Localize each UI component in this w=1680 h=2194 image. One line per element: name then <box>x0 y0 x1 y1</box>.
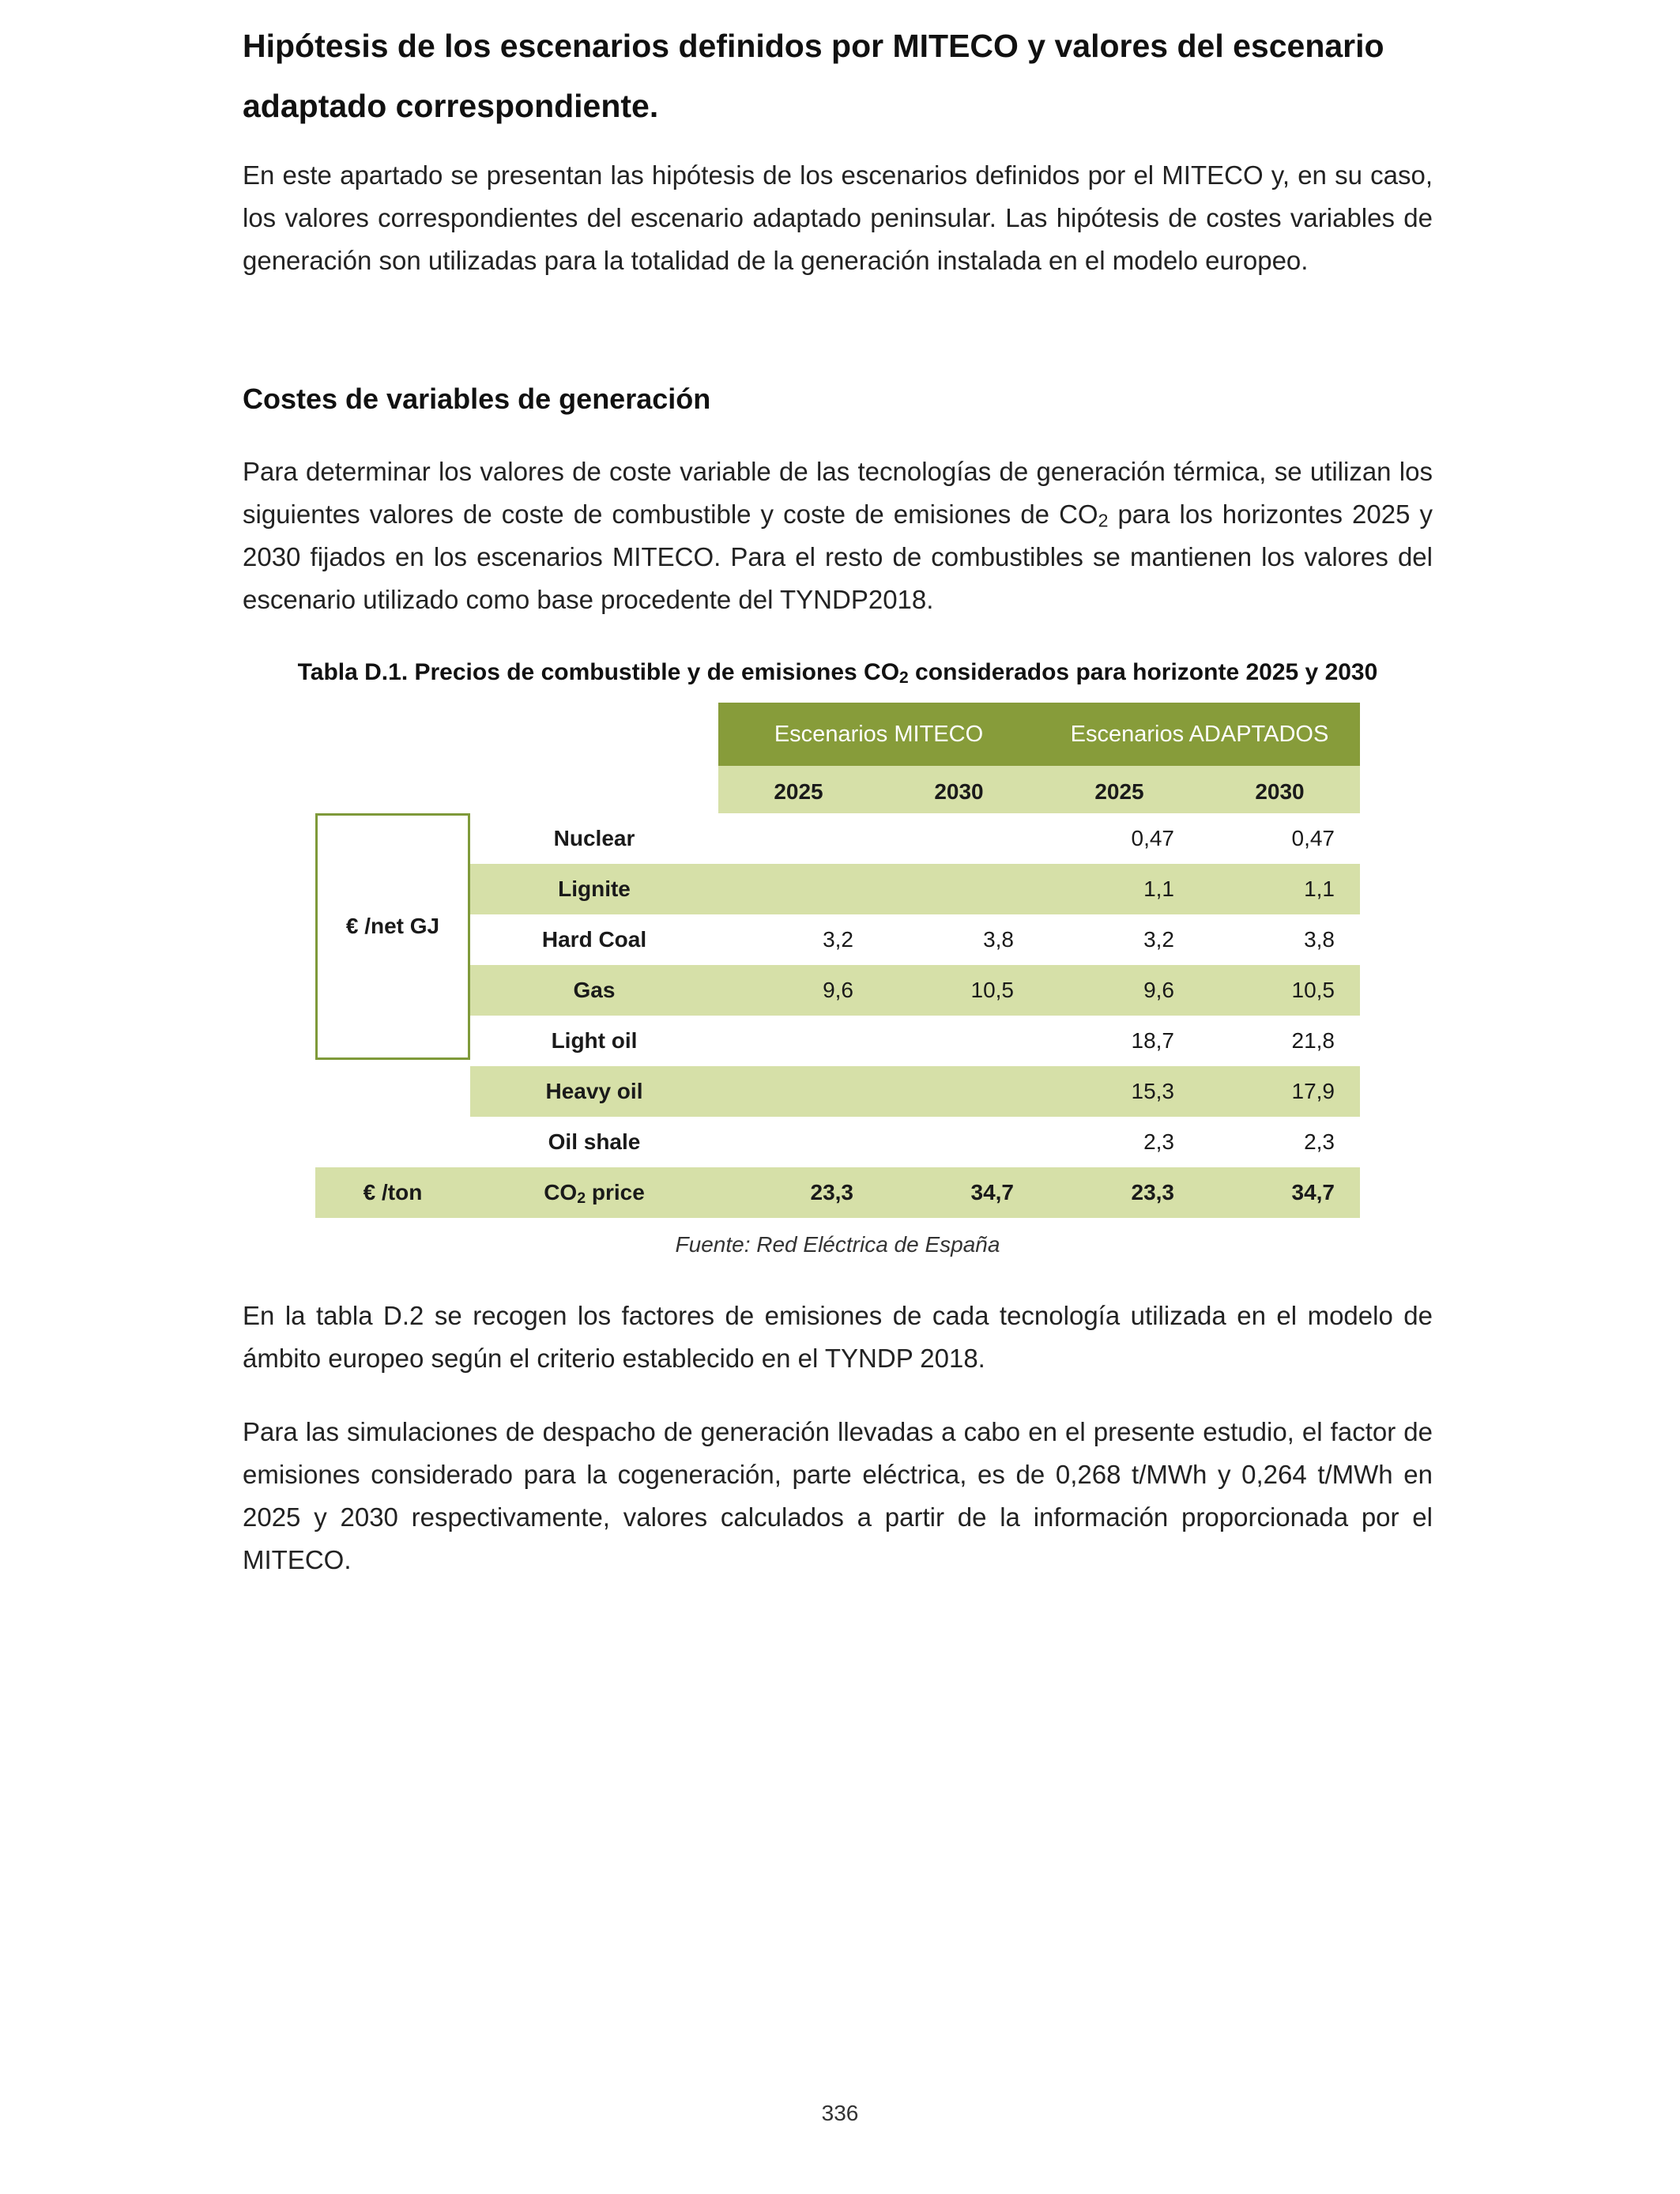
co2-value: 34,7 <box>1291 1180 1335 1204</box>
fuel-name: Heavy oil <box>545 1079 643 1103</box>
value-cell <box>879 1066 1014 1117</box>
value-cell <box>879 864 1014 914</box>
section-paragraph-sub: 2 <box>1098 510 1109 531</box>
value-cell: 1,1 <box>1304 876 1335 901</box>
page-number: 336 <box>821 2101 859 2125</box>
co2-value: 34,7 <box>970 1180 1014 1204</box>
group-header-miteco: Escenarios MITECO <box>774 722 984 747</box>
fuel-name: Hard Coal <box>541 927 647 952</box>
value-cell: 21,8 <box>1291 1028 1335 1053</box>
table-year-header <box>718 766 1360 813</box>
fuel-name: Oil shale <box>548 1129 641 1154</box>
table-caption-part1: Tabla D.1. Precios de combustible y de emisiones CO <box>297 659 900 685</box>
unit-label-fuel: € /net GJ <box>345 914 440 938</box>
value-cell: 10,5 <box>970 978 1014 1002</box>
value-cell <box>879 1016 1014 1066</box>
co2-label-sub: 2 <box>577 1189 586 1207</box>
fuel-name: Nuclear <box>553 826 635 850</box>
table-caption-sub: 2 <box>899 669 909 688</box>
co2-label-main: CO <box>544 1180 578 1204</box>
value-cell: 1,1 <box>1143 876 1174 901</box>
value-cell: 17,9 <box>1291 1079 1335 1103</box>
fuel-name: Light oil <box>551 1028 638 1053</box>
section-heading: Costes de variables de generación <box>243 383 711 415</box>
value-cell <box>879 1117 1014 1167</box>
table-group-header <box>718 703 1360 766</box>
intro-paragraph: En este apartado se presentan las hipótesis de los escenarios definidos por el MITECO y, en su caso, los valores correspondientes del escenario adaptado peninsular. Las hipótesis de costes variables de generación son utilizadas para la totalidad de la generación instalada en el modelo europeo. <box>243 160 1433 275</box>
year-header: 2030 <box>1255 779 1305 804</box>
co2-value: 23,3 <box>1131 1180 1174 1204</box>
value-cell: 15,3 <box>1131 1079 1174 1103</box>
group-header-adaptados: Escenarios ADAPTADOS <box>1070 722 1329 747</box>
section-paragraph <box>243 450 1433 621</box>
year-header: 2025 <box>1094 779 1144 804</box>
value-cell <box>718 1117 853 1167</box>
unit-label-co2: € /ton <box>363 1180 423 1204</box>
co2-value: 23,3 <box>810 1180 853 1204</box>
table-row <box>470 965 1360 1016</box>
fuel-name: Lignite <box>558 876 631 901</box>
page-title: Hipótesis de los escenarios definidos por MITECO y valores del escenario adaptado correspondiente. <box>243 28 1384 124</box>
section-paragraph-part2: para los horizontes 2025 y 2030 fijados en los escenarios MITECO. Para el resto de combustibles se mantienen los valores del escenario utilizado como base procedente del TYNDP2018. <box>243 499 1433 614</box>
table-row <box>470 914 1360 965</box>
value-cell: 3,2 <box>1143 927 1174 952</box>
value-cell <box>718 813 853 864</box>
table-caption <box>243 653 1433 692</box>
value-cell: 3,8 <box>983 927 1014 952</box>
table-row <box>470 813 1360 864</box>
value-cell <box>718 864 853 914</box>
co2-price-label <box>470 1167 718 1218</box>
fuel-name: Gas <box>573 978 616 1002</box>
value-cell: 2,3 <box>1304 1129 1335 1154</box>
value-cell: 3,8 <box>1304 927 1335 952</box>
paragraph-tabla-d2: En la tabla D.2 se recogen los factores de emisiones de cada tecnología utilizada en el modelo de ámbito europeo según el criterio establecido en el TYNDP 2018. <box>243 1301 1433 1373</box>
table-source: Fuente: Red Eléctrica de España <box>675 1232 1000 1257</box>
section-paragraph-part1: Para determinar los valores de coste variable de las tecnologías de generación térmica, se utilizan los siguientes valores de coste de combustible y coste de emisiones de CO <box>243 457 1433 529</box>
year-header: 2025 <box>774 779 823 804</box>
co2-label-rest: price <box>586 1180 645 1204</box>
value-cell: 0,47 <box>1291 826 1335 850</box>
table-row <box>470 1117 1360 1167</box>
table-row <box>470 864 1360 914</box>
value-cell: 2,3 <box>1143 1129 1174 1154</box>
table-row <box>470 1066 1360 1117</box>
value-cell: 10,5 <box>1291 978 1335 1002</box>
paragraph-simulaciones: Para las simulaciones de despacho de generación llevadas a cabo en el presente estudio, el factor de emisiones considerado para la cogeneración, parte eléctrica, es de 0,268 t/MWh y 0,264 t/MWh en 2025 y 2030 respectivamente, valores calculados a partir de la información proporcionada por el MITECO. <box>243 1417 1433 1574</box>
co2-row <box>315 1167 1360 1218</box>
value-cell <box>718 1066 853 1117</box>
value-cell: 18,7 <box>1131 1028 1174 1053</box>
value-cell: 9,6 <box>1143 978 1174 1002</box>
value-cell: 0,47 <box>1131 826 1174 850</box>
year-header: 2030 <box>934 779 984 804</box>
value-cell <box>879 813 1014 864</box>
value-cell: 3,2 <box>823 927 853 952</box>
value-cell: 9,6 <box>823 978 853 1002</box>
table-row <box>470 1016 1360 1066</box>
table-caption-part2: considerados para horizonte 2025 y 2030 <box>908 659 1378 685</box>
value-cell <box>718 1016 853 1066</box>
